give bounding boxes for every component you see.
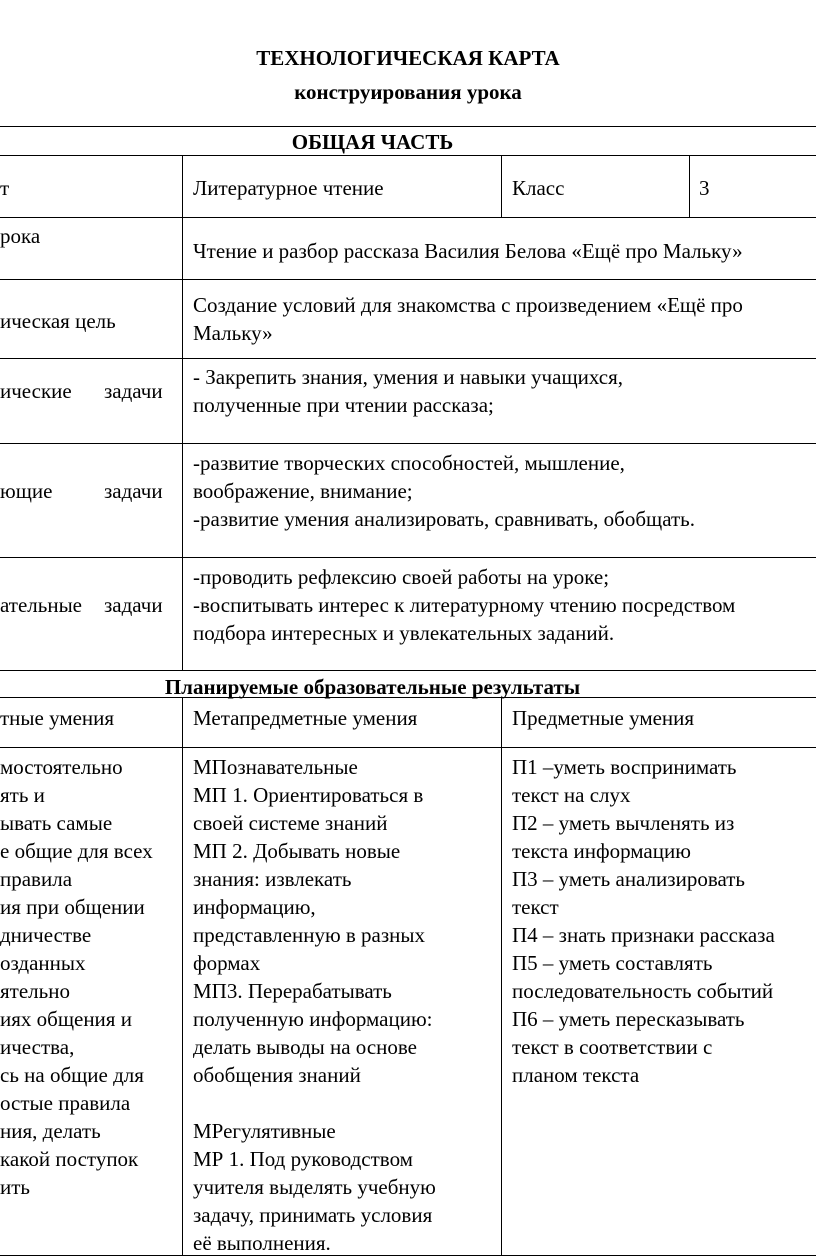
- list-item: МП3. Перерабатывать: [193, 979, 392, 1003]
- upbringing-tasks-line2: -воспитывать интерес к литературному чтению посредством: [193, 593, 736, 617]
- list-item: сь на общие для: [0, 1063, 144, 1087]
- upbringing-tasks-label: ательные: [0, 593, 83, 617]
- list-item: правила: [0, 867, 73, 891]
- column-divider: [689, 155, 690, 217]
- upbringing-tasks-label-word: задачи: [104, 593, 163, 617]
- educational-tasks-label: ические: [0, 379, 72, 403]
- list-item: ывать самые: [0, 811, 113, 835]
- class-label: Класс: [512, 176, 565, 200]
- list-item: ичества,: [0, 1035, 75, 1059]
- list-item: текст на слух: [512, 783, 631, 807]
- row-divider: [0, 557, 816, 558]
- row-divider: [0, 358, 816, 359]
- list-item: П3 – уметь анализировать: [512, 867, 745, 891]
- list-item: текст: [512, 895, 559, 919]
- list-item: дничестве: [0, 923, 92, 947]
- list-item: представленную в разных: [193, 923, 426, 947]
- list-item: делать выводы на основе: [193, 1035, 418, 1059]
- list-item: мостоятельно: [0, 755, 123, 779]
- list-item: планом текста: [512, 1063, 640, 1087]
- list-item: е общие для всех: [0, 839, 153, 863]
- column-divider: [182, 697, 183, 1255]
- developing-tasks-label: ющие: [0, 479, 53, 503]
- column-divider: [501, 155, 502, 217]
- list-item: МП 2. Добывать новые: [193, 839, 401, 863]
- list-item: информацию,: [193, 895, 316, 919]
- goal-value-line2: Мальку»: [193, 321, 273, 345]
- row-divider: [0, 670, 816, 671]
- list-item: П6 – уметь пересказывать: [512, 1007, 745, 1031]
- column-divider: [182, 155, 183, 670]
- educational-tasks-line2: полученные при чтении рассказа;: [193, 393, 494, 417]
- list-item: какой поступок: [0, 1147, 139, 1171]
- table-bottom-border: [0, 1255, 816, 1256]
- goal-value-line1: Создание условий для знакомства с произведением «Ещё про: [193, 293, 743, 317]
- list-item: её выполнения.: [193, 1231, 331, 1255]
- educational-tasks-line1: - Закрепить знания, умения и навыки учащихся,: [193, 365, 623, 389]
- upbringing-tasks-line1: -проводить рефлексию своей работы на уроке;: [193, 565, 610, 589]
- list-item: ния, делать: [0, 1119, 101, 1143]
- list-item: иях общения и: [0, 1007, 132, 1031]
- list-item: П4 – знать признаки рассказа: [512, 923, 775, 947]
- list-item: ия при общении: [0, 895, 145, 919]
- developing-tasks-line1: -развитие творческих способностей, мышление,: [193, 451, 625, 475]
- list-item: МП 1. Ориентироваться в: [193, 783, 424, 807]
- list-item: знания: извлекать: [193, 867, 352, 891]
- developing-tasks-line2: воображение, внимание;: [193, 479, 413, 503]
- subject-value: Литературное чтение: [193, 176, 384, 200]
- general-section-title: ОБЩАЯ ЧАСТЬ: [291, 130, 454, 154]
- goal-label: ическая цель: [0, 309, 116, 333]
- list-item: ить: [0, 1175, 30, 1199]
- table-top-border: [0, 126, 816, 127]
- personal-skills-header: тные умения: [0, 706, 115, 730]
- list-item: задачу, принимать условия: [193, 1203, 433, 1227]
- list-item: текста информацию: [512, 839, 691, 863]
- list-item: П1 –уметь воспринимать: [512, 755, 737, 779]
- list-item: последовательность событий: [512, 979, 774, 1003]
- educational-tasks-label-word: задачи: [104, 379, 163, 403]
- list-item: П2 – уметь вычленять из: [512, 811, 735, 835]
- document-subtitle: конструирования урока: [294, 80, 522, 104]
- list-item: остые правила: [0, 1091, 131, 1115]
- list-item: учителя выделять учебную: [193, 1175, 436, 1199]
- row-divider: [0, 443, 816, 444]
- results-section-title: Планируемые образовательные результаты: [164, 675, 581, 699]
- list-item: П5 – уметь составлять: [512, 951, 713, 975]
- list-item: ятельно: [0, 979, 70, 1003]
- list-item: ять и: [0, 783, 45, 807]
- metasubject-skills-header: Метапредметные умения: [193, 706, 418, 730]
- developing-tasks-line3: -развитие умения анализировать, сравнивать, обобщать.: [193, 507, 695, 531]
- list-item: своей системе знаний: [193, 811, 388, 835]
- list-item: обобщения знаний: [193, 1063, 361, 1087]
- class-value: 3: [699, 176, 710, 200]
- document-title: ТЕХНОЛОГИЧЕСКАЯ КАРТА: [256, 46, 560, 70]
- topic-value: Чтение и разбор рассказа Василия Белова «Ещё про Мальку»: [193, 239, 743, 263]
- list-item: МРегулятивные: [193, 1119, 336, 1143]
- list-item: МПознавательные: [193, 755, 358, 779]
- row-divider: [0, 279, 816, 280]
- list-item: озданных: [0, 951, 86, 975]
- list-item: формах: [193, 951, 261, 975]
- subject-label: т: [0, 176, 10, 200]
- row-divider: [0, 747, 816, 748]
- topic-label: рока: [0, 224, 41, 248]
- list-item: МР 1. Под руководством: [193, 1147, 413, 1171]
- list-item: полученную информацию:: [193, 1007, 433, 1031]
- list-item: текст в соответствии с: [512, 1035, 713, 1059]
- column-divider: [501, 697, 502, 1255]
- developing-tasks-label-word: задачи: [104, 479, 163, 503]
- upbringing-tasks-line3: подбора интересных и увлекательных заданий.: [193, 621, 615, 645]
- row-divider: [0, 217, 816, 218]
- subject-skills-header: Предметные умения: [512, 706, 695, 730]
